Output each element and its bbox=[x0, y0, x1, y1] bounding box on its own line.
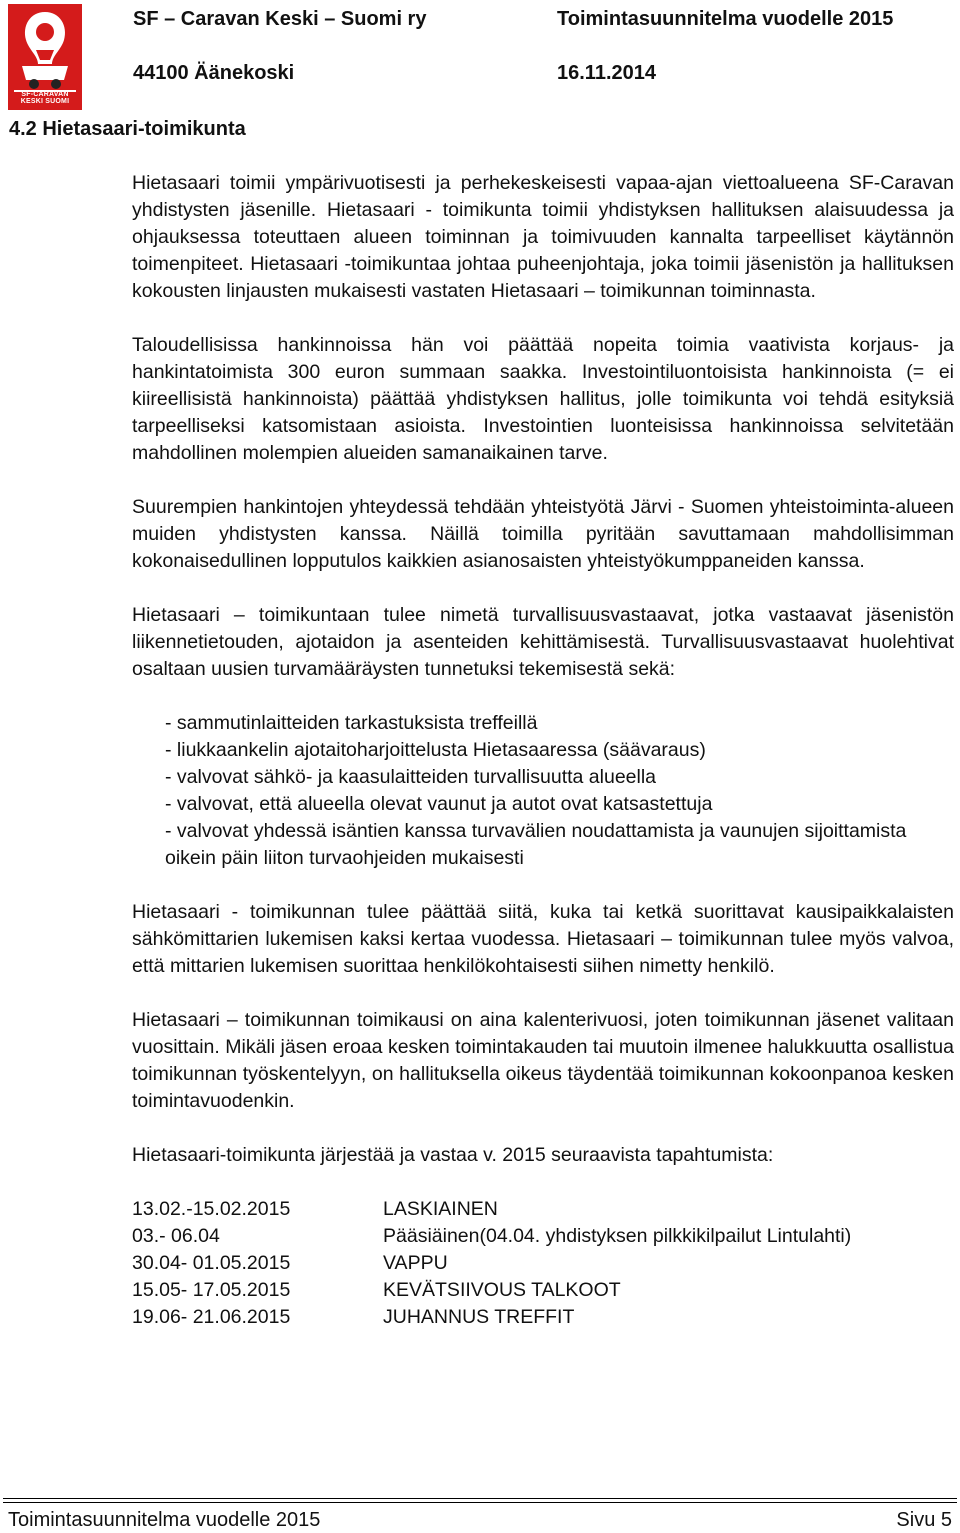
event-date: 13.02.-15.02.2015 bbox=[132, 1198, 291, 1220]
document-title: Toimintasuunnitelma vuodelle 2015 bbox=[557, 8, 894, 30]
section-title: 4.2 Hietasaari-toimikunta bbox=[9, 118, 246, 140]
paragraph: Suurempien hankintojen yhteydessä tehdään yhteistyötä Järvi - Suomen yhteistoiminta-alueen muiden yhdistysten kanssa. Näillä toimilla pyritään savuttamaan mahdollisimman kokonaisedullinen lopputulos kaikkien asianosaisten yhteistyökumppaneiden kanssa. bbox=[132, 496, 954, 572]
list-item: - valvovat, että alueella olevat vaunut ja autot ovat katsastettuja bbox=[165, 793, 713, 815]
footer-document-title: Toimintasuunnitelma vuodelle 2015 bbox=[8, 1509, 321, 1531]
event-name: LASKIAINEN bbox=[383, 1198, 498, 1220]
city-address: 44100 Äänekoski bbox=[133, 62, 295, 84]
paragraph: Hietasaari – toimikunnan toimikausi on aina kalenterivuosi, joten toimikunnan jäsenet valitaan vuosittain. Mikäli jäsen eroaa kesken toimintakauden tai muutoin ilmenee halukkuutta osallistua toimikunnan työskentelyyn, on hallituksella oikeus täydentää toimikunnan kokoonpanoa kesken toimintavuodenkin. bbox=[132, 1009, 954, 1112]
safety-duties-list bbox=[132, 710, 954, 872]
event-date: 15.05- 17.05.2015 bbox=[132, 1279, 291, 1301]
organization-name: SF – Caravan Keski – Suomi ry bbox=[133, 8, 427, 30]
footer-divider bbox=[3, 1498, 957, 1503]
event-row bbox=[132, 1304, 954, 1331]
paragraph: Hietasaari - toimikunnan tulee päättää siitä, kuka tai ketkä suorittavat kausipaikkalaisten sähkömittarien lukemisen kaksi kertaa vuodessa. Hietasaari – toimikunnan tulee myös valvoa, että mittarien lukemisen suorittaa henkilökohtaisesti siihen nimetty henkilö. bbox=[132, 901, 954, 977]
event-name: VAPPU bbox=[383, 1252, 448, 1274]
paragraph: Taloudellisissa hankinnoissa hän voi päättää nopeita toimia vaativista korjaus- ja hankintatoimista 300 euron summaan saakka. Investointiluontoisista hankinnoista (= ei kiireellisistä hankinnoista) päättää yhdistyksen hallitus, jolle toimikunta voi tehdä esityksiä tarpeelliseksi katsomistaan asioista. Investointien luonteisissa hankinnoissa selvitetään mahdollinen molempien alueiden samanaikainen tarve. bbox=[132, 334, 954, 464]
events-table bbox=[132, 1196, 954, 1331]
paragraph: Hietasaari-toimikunta järjestää ja vastaa v. 2015 seuraavista tapahtumista: bbox=[132, 1144, 774, 1166]
event-date: 19.06- 21.06.2015 bbox=[132, 1306, 291, 1328]
event-name: Pääsiäinen(04.04. yhdistyksen pilkkikilpailut Lintulahti) bbox=[383, 1225, 852, 1247]
event-name: KEVÄTSIIVOUS TALKOOT bbox=[383, 1279, 621, 1301]
organization-logo bbox=[8, 4, 82, 110]
list-item: - valvovat yhdessä isäntien kanssa turvavälien noudattamista ja vaunujen sijoittamista oikein päin liiton turvaohjeiden mukaisesti bbox=[165, 820, 907, 869]
document-body bbox=[132, 170, 954, 1331]
logo-text: SF-CARAVAN KESKI SUOMI bbox=[20, 91, 70, 105]
list-item: - valvovat sähkö- ja kaasulaitteiden turvallisuutta alueella bbox=[165, 766, 657, 788]
event-row bbox=[132, 1250, 954, 1277]
event-name: JUHANNUS TREFFIT bbox=[383, 1306, 575, 1328]
event-row bbox=[132, 1196, 954, 1223]
event-date: 30.04- 01.05.2015 bbox=[132, 1252, 291, 1274]
paragraph: Hietasaari – toimikuntaan tulee nimetä turvallisuusvastaavat, jotka vastaavat jäsenistön liikennetietouden, ajotaidon ja asenteiden kehittämisestä. Turvallisuusvastaavat huolehtivat osaltaan uusien turvamääräysten tunnetuksi tekemisestä sekä: bbox=[132, 604, 954, 680]
list-item: - sammutinlaitteiden tarkastuksista treffeillä bbox=[165, 712, 538, 734]
event-date: 03.- 06.04 bbox=[132, 1225, 220, 1247]
list-item: - liukkaankelin ajotaitoharjoittelusta Hietasaaressa (säävaraus) bbox=[165, 739, 706, 761]
paragraph: Hietasaari toimii ympärivuotisesti ja perhekeskeisesti vapaa-ajan viettoalueena SF-Caravan yhdistysten jäsenille. Hietasaari - toimikunta toimii yhdistyksen hallituksen alaisuudessa ja ohjauksessa toteuttaen alueen toiminnan ja toimivuuden kannalta tarpeelliset käytännön toimenpiteet. Hietasaari -toimikuntaa johtaa puheenjohtaja, joka toimii jäsenistön ja hallituksen kokousten linjausten mukaisesti vastaten Hietasaari – toimikunnan toiminnasta. bbox=[132, 172, 954, 302]
event-row bbox=[132, 1277, 954, 1304]
event-row bbox=[132, 1223, 954, 1250]
page-number: Sivu 5 bbox=[896, 1509, 952, 1531]
document-date: 16.11.2014 bbox=[557, 62, 656, 84]
